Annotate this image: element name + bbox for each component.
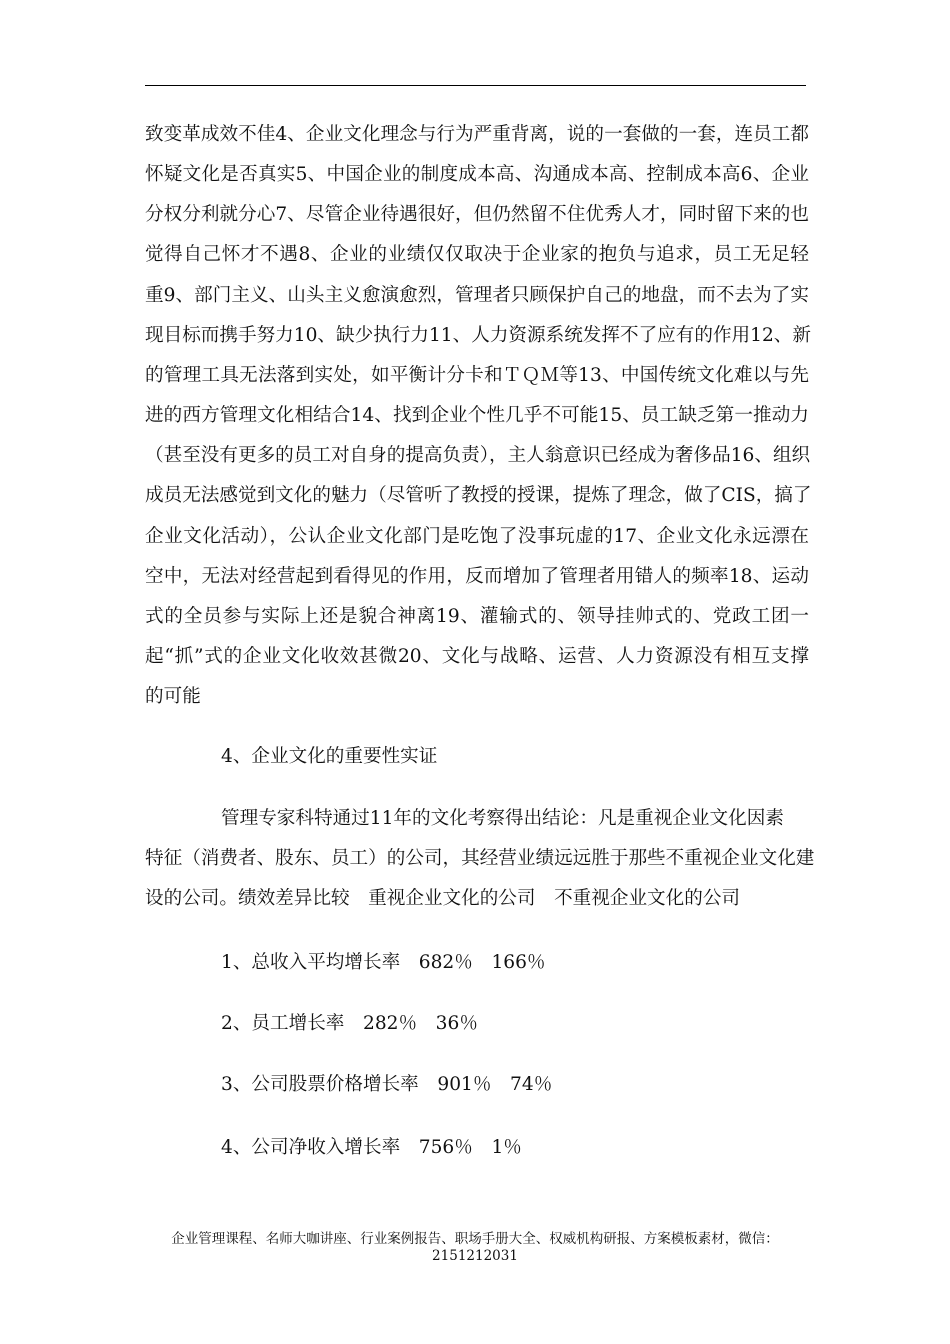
paragraph-line: 进的西方管理文化相结合14、找到企业个性几乎不可能15、员工缺乏第一推动力 xyxy=(145,405,809,427)
paragraph-line: （甚至没有更多的员工对自身的提高负责），主人翁意识已经成为奢侈品16、组织 xyxy=(145,445,811,467)
paragraph-line: 成员无法感觉到文化的魅力（尽管听了教授的授课，提炼了理念，做了CIS，搞了 xyxy=(145,485,812,507)
footer-line-1: 企业管理课程、名师大咖讲座、行业案例报告、职场手册大全、权威机构研报、方案模板素材，微信： xyxy=(171,1231,779,1247)
intro-line-1: 管理专家科特通过11年的文化考察得出结论：凡是重视企业文化因素 xyxy=(221,808,784,829)
paragraph-line: 怀疑文化是否真实5、中国企业的制度成本高、沟通成本高、控制成本高6、企业 xyxy=(145,164,809,186)
comparison-item-3: 3、公司股票价格增长率 901％ 74％ xyxy=(221,1074,553,1095)
comparison-item-4: 4、公司净收入增长率 756％ 1％ xyxy=(221,1137,522,1158)
intro-line-3: 设的公司。绩效差异比较 重视企业文化的公司 不重视企业文化的公司 xyxy=(145,888,741,909)
paragraph-line: 起“抓”式的企业文化收效甚微20、文化与战略、运营、人力资源没有相互支撑 xyxy=(145,645,809,667)
intro-line-2: 特征（消费者、股东、员工）的公司，其经营业绩远远胜于那些不重视企业文化建 xyxy=(145,848,815,869)
page-footer xyxy=(100,1231,850,1265)
footer-line-2: 2151212031 xyxy=(432,1248,518,1264)
comparison-item-2: 2、员工增长率 282％ 36％ xyxy=(221,1013,478,1034)
comparison-item-1: 1、总收入平均增长率 682％ 166％ xyxy=(221,952,546,973)
paragraph-line: 式的全员参与实际上还是貌合神离19、灌输式的、领导挂帅式的、党政工团一 xyxy=(145,605,809,627)
section-heading: 4、企业文化的重要性实证 xyxy=(221,746,438,767)
paragraph-line: 的可能 xyxy=(145,686,201,708)
paragraph-line: 分权分利就分心7、尽管企业待遇很好，但仍然留不住优秀人才，同时留下来的也 xyxy=(145,204,809,226)
header-rule xyxy=(145,85,806,86)
paragraph-line: 重9、部门主义、山头主义愈演愈烈，管理者只顾保护自己的地盘，而不去为了实 xyxy=(145,284,809,306)
paragraph-line: 的管理工具无法落到实处，如平衡计分卡和ＴＱＭ等13、中国传统文化难以与先 xyxy=(145,364,809,386)
paragraph-line: 企业文化活动），公认企业文化部门是吃饱了没事玩虚的17、企业文化永远漂在 xyxy=(145,525,809,547)
paragraph-line: 致变革成效不佳4、企业文化理念与行为严重背离，说的一套做的一套，连员工都 xyxy=(145,124,809,145)
paragraph-line: 现目标而携手努力10、缺少执行力11、人力资源系统发挥不了应有的作用12、新 xyxy=(145,324,811,346)
paragraph-line: 觉得自己怀才不遇8、企业的业绩仅仅取决于企业家的抱负与追求，员工无足轻 xyxy=(145,244,809,266)
paragraph-line: 空中，无法对经营起到看得见的作用，反而增加了管理者用错人的频率18、运动 xyxy=(145,565,809,587)
